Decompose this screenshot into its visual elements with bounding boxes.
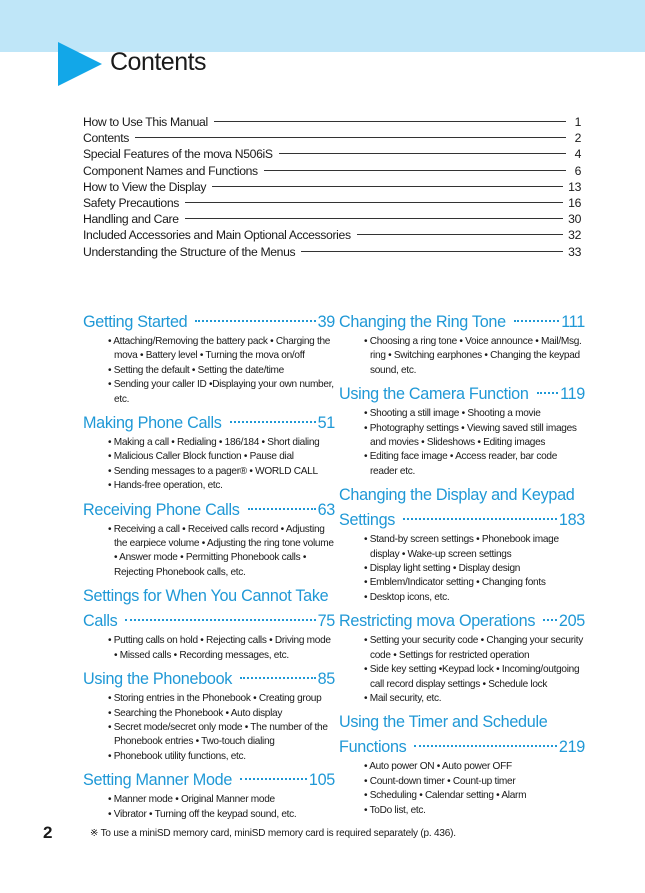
chapter-heading[interactable]: [339, 735, 585, 760]
chapter-page: 111: [561, 313, 585, 331]
chapter-topic: • Display light setting • Display design: [364, 562, 585, 576]
chapter-topic: • Shooting a still image • Shooting a movie: [364, 407, 585, 421]
chapter-topic-list: [83, 523, 335, 581]
chapter-topic: • Choosing a ring tone • Voice announce • Mail/Msg. ring • Switching earphones • Changing the keypad sound, etc.: [364, 335, 585, 378]
chapter-topic-list: [339, 634, 585, 706]
chapter-topic: • Malicious Caller Block function • Pause dial: [108, 450, 335, 464]
toc-leader-line: [135, 137, 566, 138]
chapter-title: Making Phone Calls: [83, 414, 222, 433]
chapter-title: Calls: [83, 612, 118, 631]
chapter-title-line1[interactable]: Settings for When You Cannot Take: [83, 587, 329, 606]
chapter-title-line1[interactable]: Using the Timer and Schedule: [339, 713, 548, 732]
chapter-title-line1[interactable]: Changing the Display and Keypad: [339, 486, 575, 505]
chapter-topic: • Attaching/Removing the battery pack • Charging the mova • Battery level • Turning the mova on/off: [108, 335, 335, 364]
chapter-topic: • Side key setting •Keypad lock • Incoming/outgoing call record display settings • Schedule lock: [364, 663, 585, 692]
chapter-topic: • Auto power ON • Auto power OFF: [364, 760, 585, 774]
chapter-page: 219: [558, 738, 585, 757]
chapter-heading[interactable]: [83, 609, 335, 634]
toc-leader-line: [357, 234, 563, 235]
section-column-right: [339, 310, 585, 822]
toc-entry-label: Component Names and Functions: [83, 163, 258, 178]
chapter-topic: • Sending your caller ID •Displaying your own number, etc.: [108, 378, 335, 407]
toc-entry-page: 16: [568, 195, 581, 210]
chapter-section: [83, 768, 335, 822]
chapter-topic: • Desktop icons, etc.: [364, 591, 585, 605]
chapter-topic: • Emblem/Indicator setting • Changing fonts: [364, 576, 585, 590]
toc-leader-line: [301, 251, 563, 252]
chapter-heading[interactable]: [83, 768, 335, 793]
title-arrow-icon: [58, 42, 102, 86]
chapter-title: Getting Started: [83, 313, 188, 331]
toc-list: [83, 114, 581, 260]
chapter-section: [339, 382, 585, 479]
page-number: 2: [43, 823, 53, 842]
chapter-section: [339, 483, 585, 605]
toc-entry[interactable]: [83, 211, 581, 227]
toc-leader-line: [279, 153, 566, 154]
chapter-heading[interactable]: [83, 411, 335, 436]
toc-entry-page: 1: [574, 115, 581, 129]
chapter-leader-dots: [125, 619, 315, 621]
chapter-page: 51: [317, 414, 335, 433]
toc-entry[interactable]: [83, 163, 581, 179]
chapter-page: 183: [558, 511, 585, 530]
chapter-section: [339, 710, 585, 818]
chapter-page: 119: [560, 385, 585, 404]
toc-entry-label: Handling and Care: [83, 212, 179, 227]
chapter-heading[interactable]: [339, 508, 585, 533]
chapter-topic: • Storing entries in the Phonebook • Creating group: [108, 692, 335, 706]
chapter-leader-dots: [240, 778, 307, 780]
chapter-topic-list: [339, 760, 585, 818]
toc-leader-line: [185, 218, 563, 219]
page-title: Contents: [110, 48, 207, 76]
chapter-page: 39: [317, 313, 335, 331]
chapter-topic: • Sending messages to a pager® • WORLD CALL: [108, 465, 335, 479]
footnote: ※ To use a miniSD memory card, miniSD memory card is required separately (p. 436).: [90, 828, 456, 839]
chapter-leader-dots: [543, 619, 557, 621]
chapter-leader-dots: [403, 518, 557, 520]
chapter-section: [339, 609, 585, 706]
chapter-section: [83, 584, 335, 663]
chapter-topic-list: [83, 335, 335, 407]
chapter-topic: • Manner mode • Original Manner mode: [108, 793, 335, 807]
chapter-topic: • Scheduling • Calendar setting • Alarm: [364, 789, 585, 803]
chapter-topic: • Putting calls on hold • Rejecting calls • Driving mode • Missed calls • Recording messages, etc.: [108, 634, 335, 663]
chapter-section: [83, 498, 335, 581]
toc-entry-label: Safety Precautions: [83, 195, 179, 210]
chapter-section: [339, 310, 585, 378]
chapter-leader-dots: [240, 677, 316, 679]
toc-entry-label: How to Use This Manual: [83, 115, 208, 129]
chapter-leader-dots: [414, 745, 556, 747]
chapter-section: [83, 310, 335, 407]
chapter-heading[interactable]: [339, 609, 585, 634]
chapter-topic: • Setting your security code • Changing your security code • Settings for restricted operation: [364, 634, 585, 663]
chapter-page: 205: [558, 612, 585, 631]
chapter-topic-list: [339, 407, 585, 479]
toc-entry-page: 30: [568, 212, 581, 227]
toc-entry[interactable]: [83, 179, 581, 195]
chapter-topic: • Secret mode/secret only mode • The number of the Phonebook entries • Two-touch dialing: [108, 721, 335, 750]
toc-leader-line: [214, 121, 566, 122]
chapter-topic: • Count-down timer • Count-up timer: [364, 775, 585, 789]
chapter-topic: • Hands-free operation, etc.: [108, 479, 335, 493]
chapter-title: Settings: [339, 511, 396, 530]
toc-entry[interactable]: [83, 195, 581, 211]
chapter-topic-list: [339, 533, 585, 605]
chapter-leader-dots: [537, 392, 559, 394]
chapter-topic: • Photography settings • Viewing saved still images and movies • Slideshows • Editing images: [364, 422, 585, 451]
chapter-topic: • Making a call • Redialing • 186/184 • Short dialing: [108, 436, 335, 450]
chapter-leader-dots: [514, 320, 559, 322]
chapter-heading[interactable]: [83, 310, 335, 335]
toc-entry-page: 4: [574, 147, 581, 162]
toc-entry-page: 13: [568, 179, 581, 194]
chapter-topic-list: [339, 335, 585, 378]
toc-entry[interactable]: [83, 114, 581, 130]
chapter-topic: • Editing face image • Access reader, bar code reader etc.: [364, 450, 585, 479]
toc-entry-label: Included Accessories and Main Optional Accessories: [83, 228, 351, 243]
chapter-page: 105: [308, 771, 335, 790]
toc-leader-line: [264, 170, 566, 171]
chapter-section: [83, 667, 335, 764]
toc-entry[interactable]: [83, 227, 581, 243]
chapter-topic: • Setting the default • Setting the date/time: [108, 364, 335, 378]
section-column-left: [83, 310, 335, 826]
toc-entry-label: Special Features of the mova N506iS: [83, 147, 273, 162]
chapter-topic-list: [83, 634, 335, 663]
toc-entry[interactable]: [83, 130, 581, 146]
chapter-topic: • ToDo list, etc.: [364, 804, 585, 818]
chapter-topic: • Searching the Phonebook • Auto display: [108, 707, 335, 721]
chapter-topic-list: [83, 692, 335, 764]
toc-entry-page: 6: [574, 163, 581, 178]
chapter-topic: • Stand-by screen settings • Phonebook image display • Wake-up screen settings: [364, 533, 585, 562]
chapter-topic: • Mail security, etc.: [364, 692, 585, 706]
chapter-heading[interactable]: [339, 382, 585, 407]
toc-leader-line: [212, 186, 563, 187]
chapter-heading[interactable]: [83, 498, 335, 523]
chapter-title: Functions: [339, 738, 407, 757]
chapter-page: 63: [317, 500, 335, 519]
toc-leader-line: [185, 202, 563, 203]
chapter-topic-list: [83, 793, 335, 822]
chapter-page: 75: [317, 612, 335, 631]
chapter-title: Using the Phonebook: [83, 670, 233, 689]
toc-entry-page: 33: [568, 244, 581, 259]
toc-entry-page: 32: [568, 228, 581, 243]
toc-entry[interactable]: [83, 244, 581, 260]
chapter-topic-list: [83, 436, 335, 494]
chapter-page: 85: [317, 670, 335, 689]
chapter-topic: • Phonebook utility functions, etc.: [108, 750, 335, 764]
chapter-topic: • Receiving a call • Received calls record • Adjusting the earpiece volume • Adjusting the ring tone volume • Answer mode • Permitting Phonebook calls • Rejecting Phonebook calls, etc.: [108, 523, 335, 581]
chapter-title: Receiving Phone Calls: [83, 500, 240, 519]
toc-entry[interactable]: [83, 146, 581, 162]
toc-entry-page: 2: [574, 131, 581, 146]
chapter-topic: • Vibrator • Turning off the keypad sound, etc.: [108, 808, 335, 822]
chapter-heading[interactable]: [339, 310, 585, 335]
toc-entry-label: How to View the Display: [83, 179, 207, 194]
chapter-leader-dots: [230, 421, 316, 423]
toc-entry-label: Contents: [83, 131, 129, 146]
toc-entry-label: Understanding the Structure of the Menus: [83, 244, 296, 259]
chapter-title: Restricting mova Operations: [339, 612, 536, 631]
chapter-heading[interactable]: [83, 667, 335, 692]
chapter-title: Using the Camera Function: [339, 385, 529, 404]
chapter-title: Setting Manner Mode: [83, 771, 233, 790]
chapter-title: Changing the Ring Tone: [339, 313, 506, 331]
chapter-leader-dots: [248, 508, 316, 510]
chapter-leader-dots: [195, 320, 315, 322]
chapter-section: [83, 411, 335, 494]
